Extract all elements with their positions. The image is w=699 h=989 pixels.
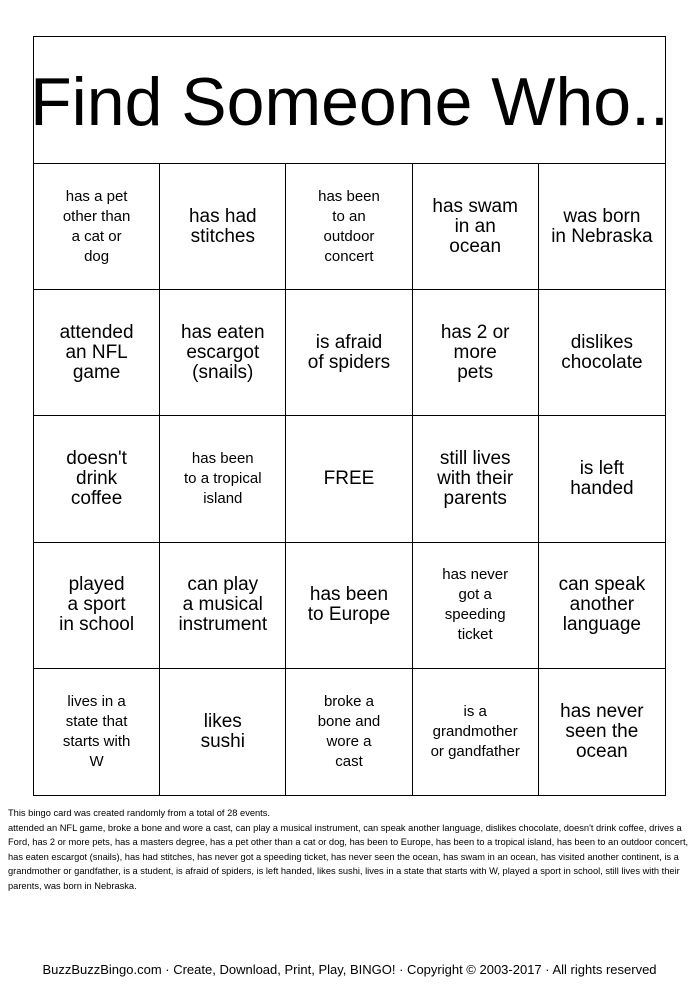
event-list (8, 806, 693, 893)
bingo-cell-text: likes sushi (200, 710, 245, 752)
bingo-grid (34, 164, 665, 795)
bingo-cell (160, 669, 286, 795)
bingo-cell-text: played a sport in school (59, 574, 135, 636)
bingo-cell (413, 290, 539, 416)
bingo-cell-text: attended an NFL game (59, 321, 134, 383)
bingo-cell (160, 543, 286, 669)
bingo-cell-text: doesn't drink coffee (66, 447, 127, 509)
bingo-cell (160, 290, 286, 416)
bingo-cell (286, 416, 412, 542)
bingo-cell-text: has eaten escargot (snails) (181, 321, 265, 383)
bingo-cell (34, 164, 160, 290)
bingo-cell-text: is a grandmother or gandfather (430, 702, 520, 760)
bingo-cell-text: still lives with their parents (437, 447, 514, 509)
bingo-cell (34, 543, 160, 669)
bingo-cell (413, 416, 539, 542)
bingo-cell-text: is left handed (570, 457, 634, 499)
bingo-cell-text: has swam in an ocean (432, 195, 518, 257)
bingo-cell (539, 164, 665, 290)
bingo-cell (413, 543, 539, 669)
bingo-cell (160, 416, 286, 542)
bingo-cell-text: FREE (323, 467, 375, 489)
bingo-cell (539, 416, 665, 542)
title-row (30, 37, 669, 164)
bingo-cell (160, 164, 286, 290)
bingo-cell-text: has had stitches (188, 205, 257, 247)
event-names: attended an NFL game, broke a bone and wore a cast, can play a musical instrument, can speak another language, dislikes chocolate, doesn't drink coffee, drives a Ford, has 2 or more pets, has a masters degree, has a pet other than a cat or dog, has been to Europe, has been to a tropical island, has been to an outdoor concert, has eaten escargot (snails), has had stitches, has never got a speeding ticket, has never seen the ocean, has swam in an ocean, has visited another continent, is a grandmother or gandfather, is a student, is afraid of spiders, is left handed, likes sushi, lives in a state that starts with W, played a sport in school, still lives with their parents, was born in Nebraska. (8, 822, 689, 891)
bingo-cell-text: dislikes chocolate (561, 331, 643, 373)
bingo-cell-text: has been to Europe (307, 584, 391, 626)
bingo-cell-text: can play a musical instrument (178, 574, 268, 636)
bingo-cell (413, 164, 539, 290)
bingo-cell (286, 669, 412, 795)
bingo-cell-text: has 2 or more pets (440, 321, 510, 383)
bingo-cell (34, 669, 160, 795)
copyright-line: BuzzBuzzBingo.com · Create, Download, Print, Play, BINGO! · Copyright © 2003-2017 · All rights reserved (42, 962, 657, 977)
bingo-cell-text: has never seen the ocean (560, 700, 644, 762)
bingo-cell (34, 416, 160, 542)
bingo-cell (539, 290, 665, 416)
bingo-cell (34, 290, 160, 416)
bingo-cell-text: has been to a tropical island (184, 449, 262, 507)
bingo-cell (286, 543, 412, 669)
bingo-cell (539, 543, 665, 669)
bingo-cell-text: was born in Nebraska (551, 205, 653, 247)
bingo-card (30, 36, 669, 796)
bingo-cell (413, 669, 539, 795)
bingo-cell-text: is afraid of spiders (307, 331, 391, 373)
event-summary: This bingo card was created randomly from a total of 28 events. (8, 808, 270, 818)
bingo-cell-text: has been to an outdoor concert (318, 187, 380, 265)
bingo-cell (286, 290, 412, 416)
bingo-cell (286, 164, 412, 290)
bingo-cell-text: lives in a state that starts with W (62, 692, 131, 770)
bingo-cell-text: has never got a speeding ticket (442, 566, 509, 644)
bingo-cell-text: can speak another language (558, 574, 646, 636)
card-title: Find Someone Who.. (30, 64, 669, 140)
bingo-cell-text: has a pet other than a cat or dog (62, 187, 131, 265)
bingo-cell-text: broke a bone and wore a cast (317, 692, 381, 770)
bingo-cell (539, 669, 665, 795)
